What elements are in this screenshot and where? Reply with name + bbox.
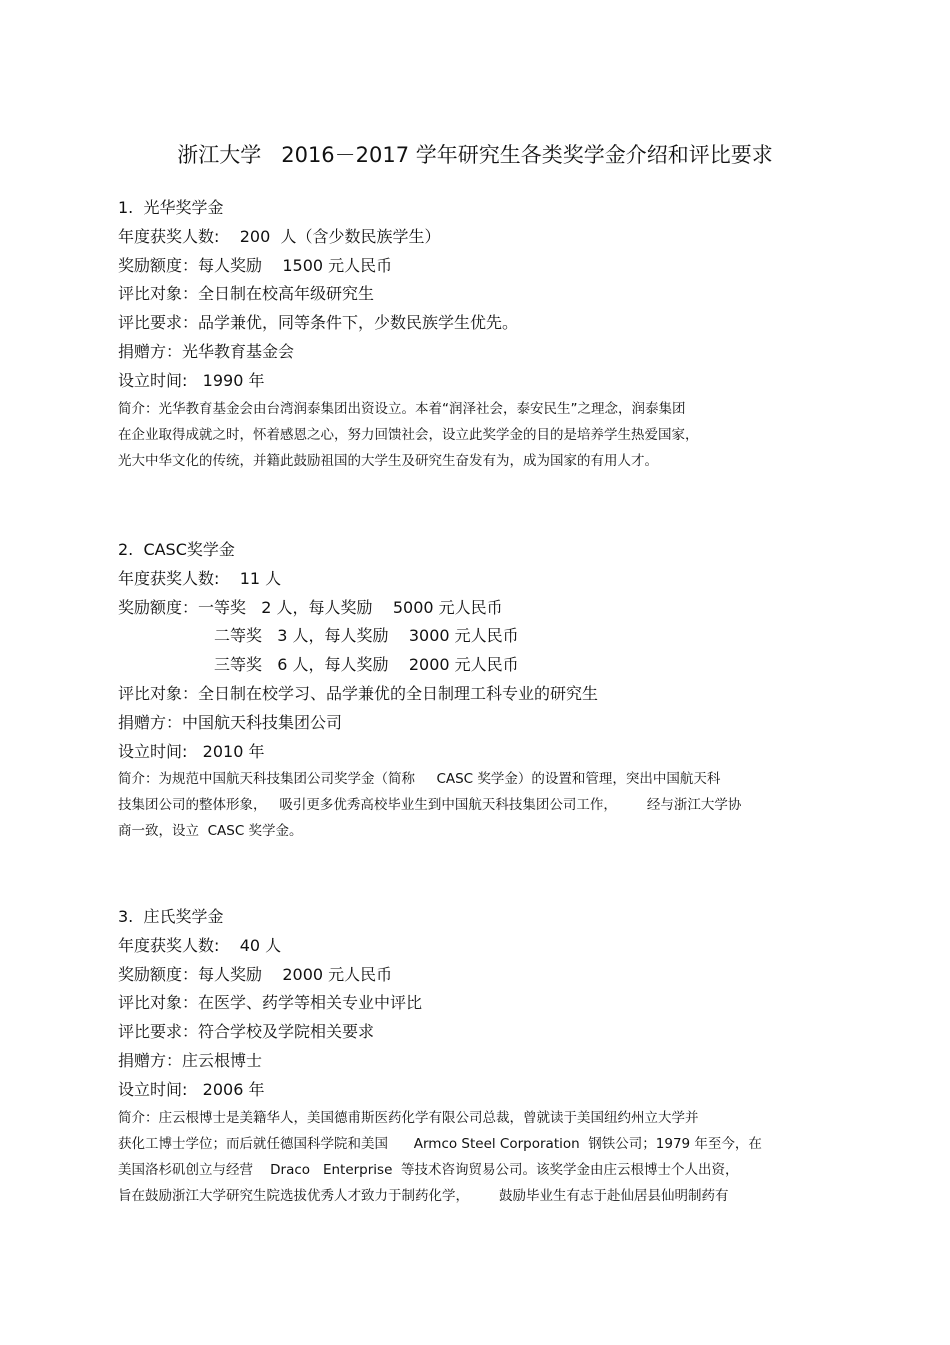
intro-paragraph [118, 1105, 848, 1209]
award-amount: 奖励额度：每人奖励 1500 元人民币 [118, 255, 393, 275]
intro-line: 获化工博士学位；而后就任德国科学院和美国 Armco Steel Corporation 钢铁公司；1979 年至今，在 [118, 1135, 762, 1152]
intro-line: 光大中华文化的传统，并籍此鼓励祖国的大学生及研究生奋发有为，成为国家的有用人才。 [118, 452, 658, 469]
requirements: 评比要求：符合学校及学院相关要求 [118, 1022, 375, 1042]
donor: 捐赠方：光华教育基金会 [118, 341, 295, 361]
recipient-count: 年度获奖人数: 200 人（含少数民族学生） [118, 226, 441, 246]
eligibility: 评比对象：在医学、药学等相关专业中评比 [118, 993, 423, 1013]
intro-paragraph [118, 396, 848, 474]
requirements: 评比要求：品学兼优，同等条件下，少数民族学生优先。 [118, 313, 519, 333]
document-title: 浙江大学 2016－2017 学年研究生各类奖学金介绍和评比要求 [177, 143, 773, 167]
donor: 捐赠方：庄云根博士 [118, 1050, 263, 1070]
intro-line: 美国洛杉矶创立与经营 Draco Enterprise 等技术咨询贸易公司。该奖学金由庄云根博士个人出资， [118, 1161, 739, 1178]
eligibility: 评比对象：全日制在校高年级研究生 [118, 284, 375, 304]
recipient-count: 年度获奖人数: 40 人 [118, 935, 282, 955]
intro-line: 旨在鼓励浙江大学研究生院选拔优秀人才致力于制药化学， 鼓励毕业生有志于赴仙居县仙明制药有 [118, 1187, 729, 1204]
award-amount-third: 三等奖 6 人，每人奖励 2000 元人民币 [214, 655, 519, 675]
scholarship-section-zhuang [118, 903, 848, 1209]
award-amount-second: 二等奖 3 人，每人奖励 3000 元人民币 [214, 626, 519, 646]
intro-line: 简介：庄云根博士是美籍华人，美国德甫斯医药化学有限公司总裁，曾就读于美国纽约州立大学并 [118, 1109, 699, 1126]
intro-line: 商一致，设立 CASC 奖学金。 [118, 823, 303, 840]
recipient-count: 年度获奖人数: 11 人 [118, 568, 282, 588]
scholarship-section-guanghua [118, 194, 848, 474]
intro-paragraph [118, 766, 848, 844]
established-year: 设立时间: 1990 年 [118, 370, 265, 390]
section-heading: 1. 光华奖学金 [118, 198, 224, 217]
intro-line: 技集团公司的整体形象， 吸引更多优秀高校毕业生到中国航天科技集团公司工作， 经与浙江大学协 [118, 797, 742, 814]
section-heading: 2. CASC奖学金 [118, 540, 235, 559]
established-year: 设立时间: 2006 年 [118, 1079, 265, 1099]
intro-line: 简介：光华教育基金会由台湾润泰集团出资设立。本着“润泽社会，泰安民生”之理念，润泰集团 [118, 400, 686, 417]
eligibility: 评比对象：全日制在校学习、品学兼优的全日制理工科专业的研究生 [118, 683, 599, 703]
donor: 捐赠方：中国航天科技集团公司 [118, 712, 343, 732]
section-heading: 3. 庄氏奖学金 [118, 907, 224, 926]
established-year: 设立时间: 2010 年 [118, 741, 265, 761]
award-amount-first: 奖励额度：一等奖 2 人，每人奖励 5000 元人民币 [118, 597, 503, 617]
intro-line: 在企业取得成就之时，怀着感恩之心，努力回馈社会，设立此奖学金的目的是培养学生热爱国家， [118, 426, 699, 443]
intro-line: 简介：为规范中国航天科技集团公司奖学金（简称 CASC 奖学金）的设置和管理，突出中国航天科 [118, 771, 721, 788]
award-amount: 奖励额度：每人奖励 2000 元人民币 [118, 964, 393, 984]
scholarship-section-casc [118, 536, 848, 844]
